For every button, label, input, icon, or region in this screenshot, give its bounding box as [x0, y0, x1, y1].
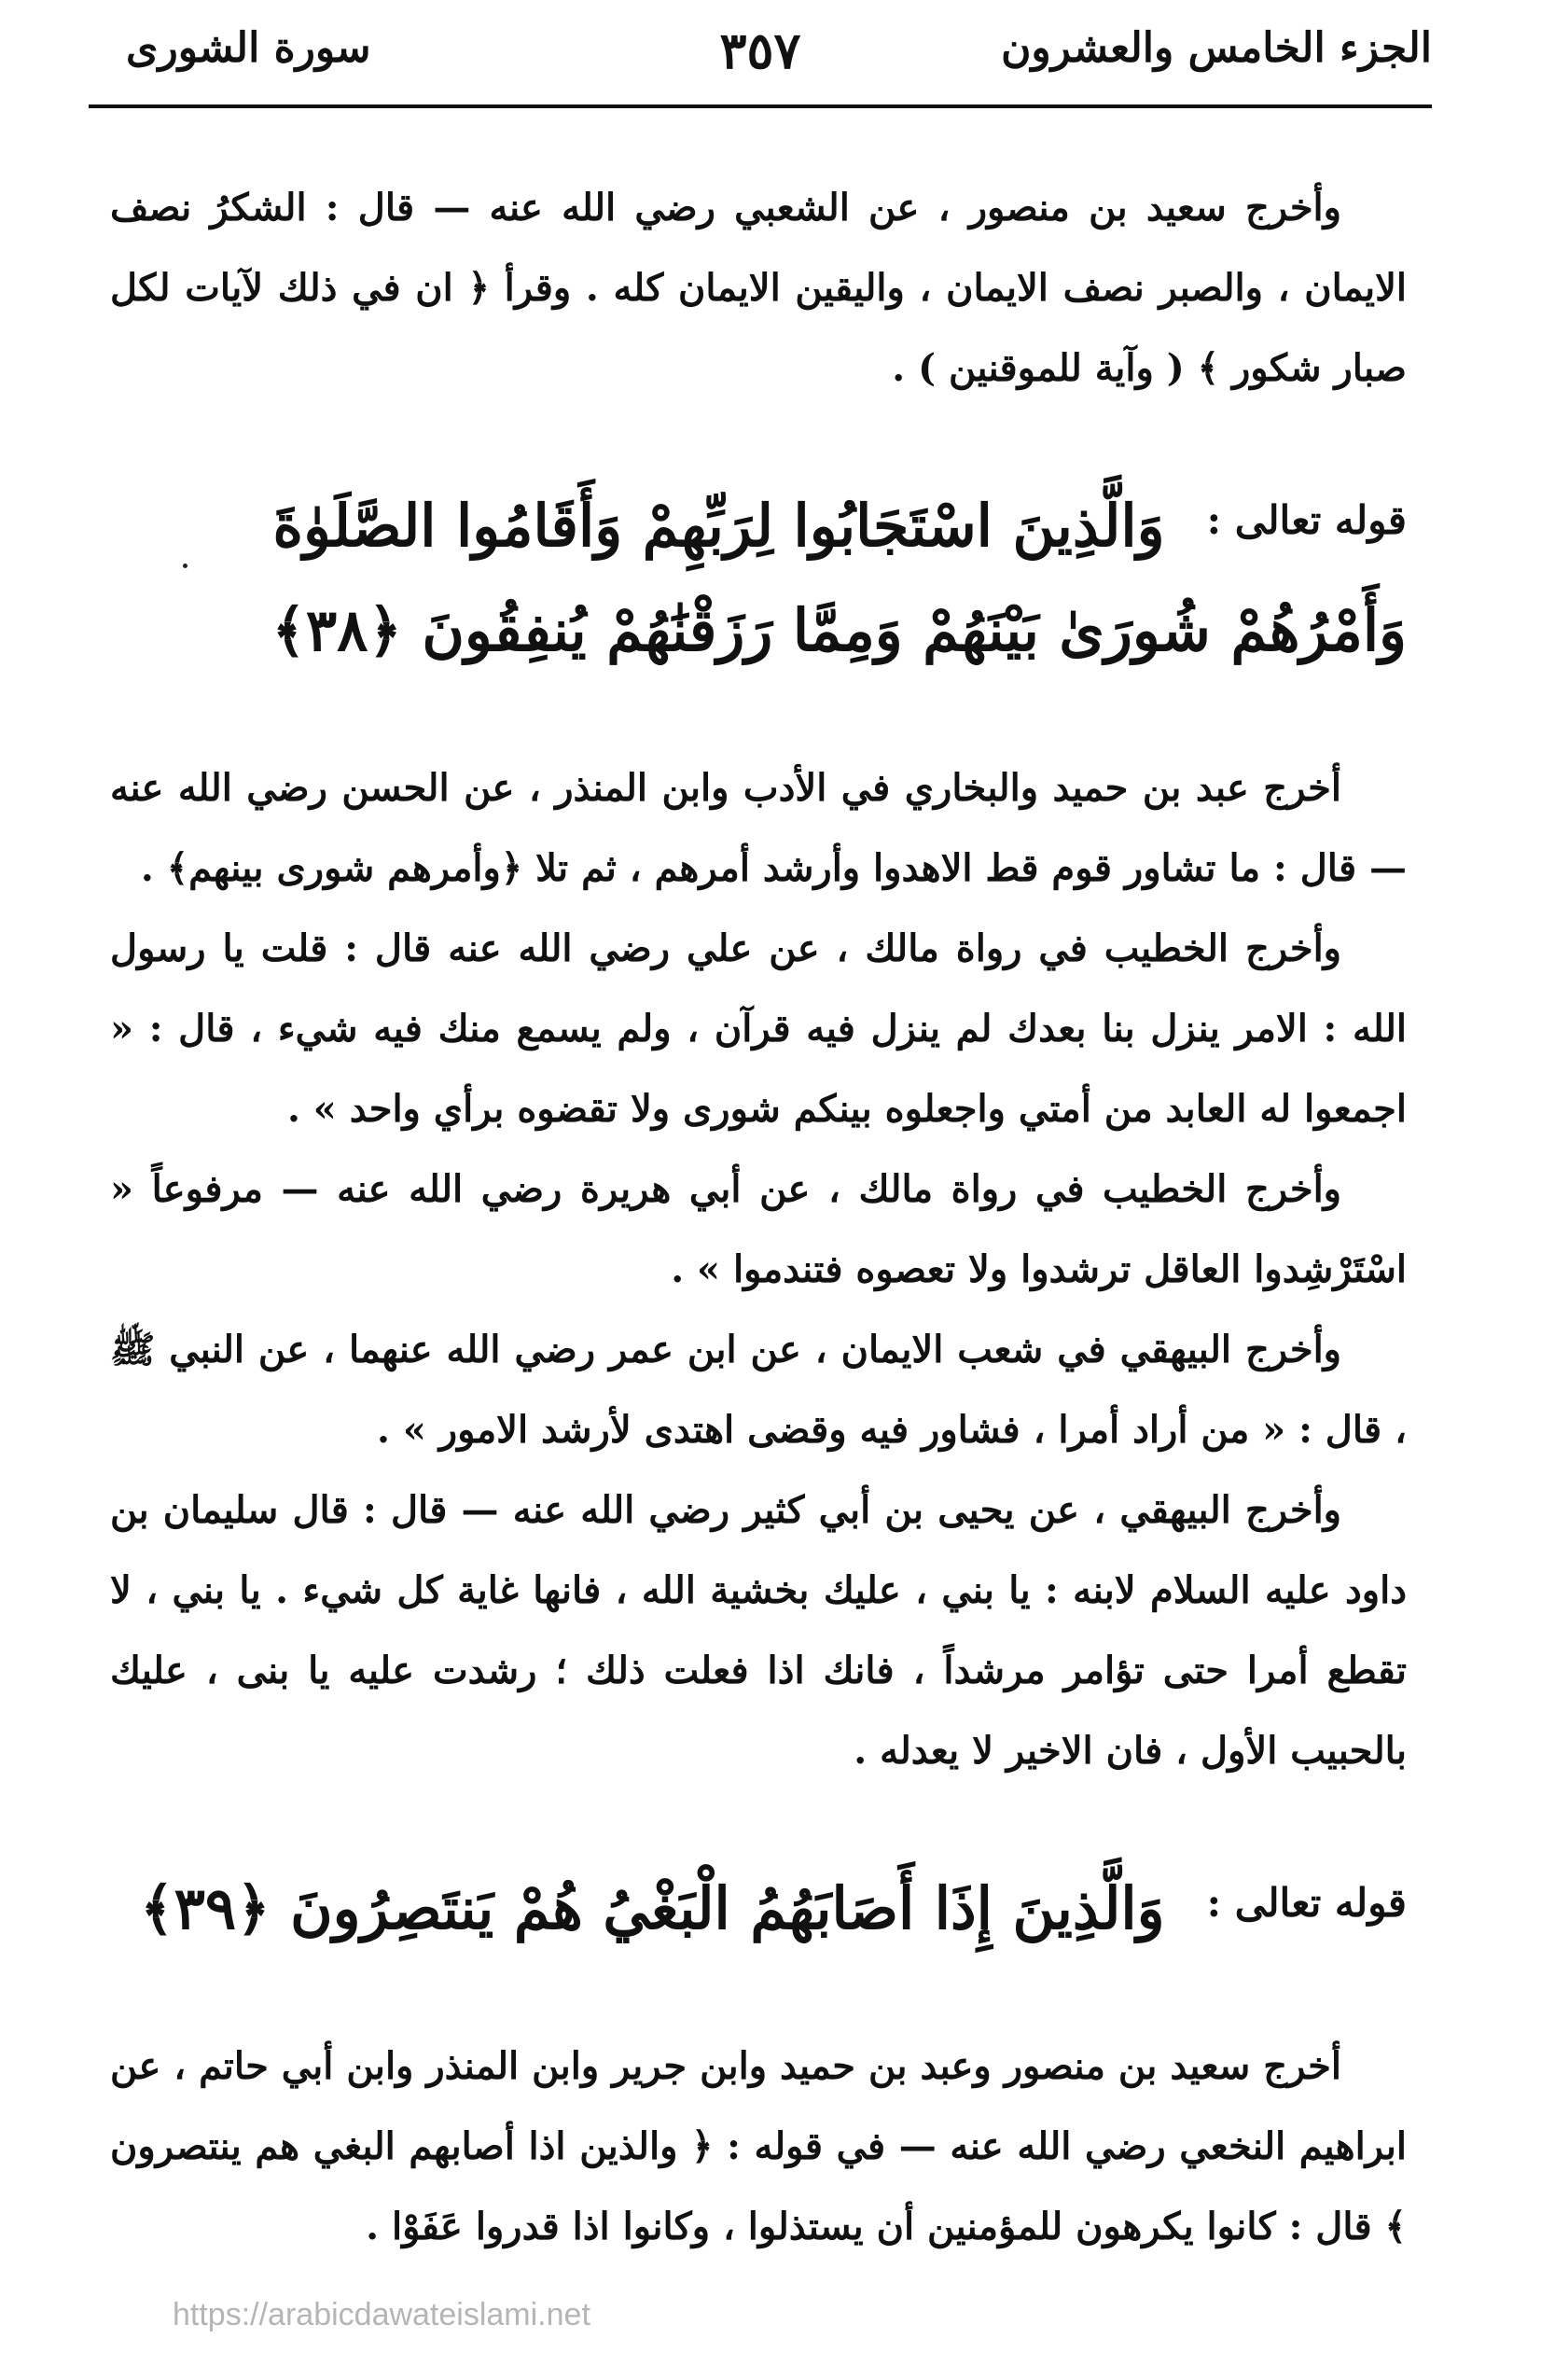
part-title: الجزء الخامس والعشرون: [1001, 24, 1432, 72]
paragraph: أخرج سعيد بن منصور وعبد بن حميد وابن جرير وابن المنذر وابن أبي حاتم ، عن ابراهيم النخعي رضي الله عنه — في قوله : ﴿ والذين اذا أصابهم البغي هم ينتصرون ﴾ قال : كانوا يكرهون للمؤمنين أن يستذلوا ، وكانوا اذا قدروا عَفَوْا .: [110, 2044, 1408, 2248]
page-body: [110, 168, 1407, 2267]
surah-title: سورة الشورى: [126, 24, 371, 72]
verse-intro: قوله تعالى :: [1206, 497, 1407, 543]
paragraph: وأخرج البيهقي ، عن يحيى بن أبي كثير رضي الله عنه — قال : قال سليمان بن داود عليه السلام لابنه : يا بني ، عليك بخشية الله ، فانها غاية كل شيء . يا بني ، لا تقطع أمرا حتى تؤامر مرشداً ، فانك اذا فعلت ذلك ؛ رشدت عليه يا بنى ، عليك بالحبيب الأول ، فان الاخير لا يعدله .: [110, 1488, 1407, 1773]
paragraph: وأخرج الخطيب في رواة مالك ، عن علي رضي الله عنه قال : قلت يا رسول الله : الامر ينزل بنا بعدك لم ينزل فيه قرآن ، ولم يسمع منك فيه شيء ، قال : « اجمعوا له العابد من أمتي واجعلوه بينكم شورى ولا تقضوه برأي واحد » .: [110, 926, 1407, 1131]
quran-verse: وَالَّذِينَ إِذَا أَصَابَهُمُ الْبَغْيُ هُمْ يَنتَصِرُونَ ﴿٣٩﴾: [140, 1874, 1165, 1942]
verse-intro: قوله تعالى :: [1206, 1880, 1407, 1926]
paragraph: وأخرج الخطيب في رواة مالك ، عن أبي هريرة رضي الله عنه — مرفوعاً « اسْتَرْشِدوا العاقل ترشدوا ولا تعصوه فتندموا » .: [110, 1167, 1407, 1291]
verse-block-39: [110, 1857, 1407, 1961]
paragraph: وأخرج البيهقي في شعب الايمان ، عن ابن عمر رضي الله عنهما ، عن النبي ﷺ ، قال : « من أراد أمرا ، فشاور فيه وقضى اهتدى لأرشد الامور » .: [110, 1328, 1407, 1452]
watermark-url: https://arabicdawateislami.net: [173, 2297, 590, 2332]
paragraph: وأخرج سعيد بن منصور ، عن الشعبي رضي الله عنه — قال : الشكرُ نصف الايمان ، والصبر نصف الايمان ، واليقين الايمان كله . وقرأ ﴿ ان في ذلك لآيات لكل صبار شكور ﴾ ( وآية للموقنين ) .: [110, 186, 1407, 390]
header-divider: [89, 104, 1432, 108]
paragraph: أخرج عبد بن حميد والبخاري في الأدب وابن المنذر ، عن الحسن رضي الله عنه — قال : ما تشاور قوم قط الاهدوا وأرشد أمرهم ، ثم تلا ﴿وأمرهم شورى بينهم﴾ .: [110, 766, 1407, 890]
verse-block-38: [110, 474, 1407, 683]
running-header: [89, 21, 1432, 95]
quran-verse: وَالَّذِينَ اسْتَجَابُوا لِرَبِّهِمْ وَأَقَامُوا الصَّلَوٰةَ وَأَمْرُهُمْ شُورَىٰ بَيْنَهُمْ وَمِمَّا رَزَقْنَٰهُمْ يُنفِقُونَ ﴿٣٨﴾: [271, 492, 1407, 664]
page-number: ٣٥٧: [719, 21, 801, 80]
